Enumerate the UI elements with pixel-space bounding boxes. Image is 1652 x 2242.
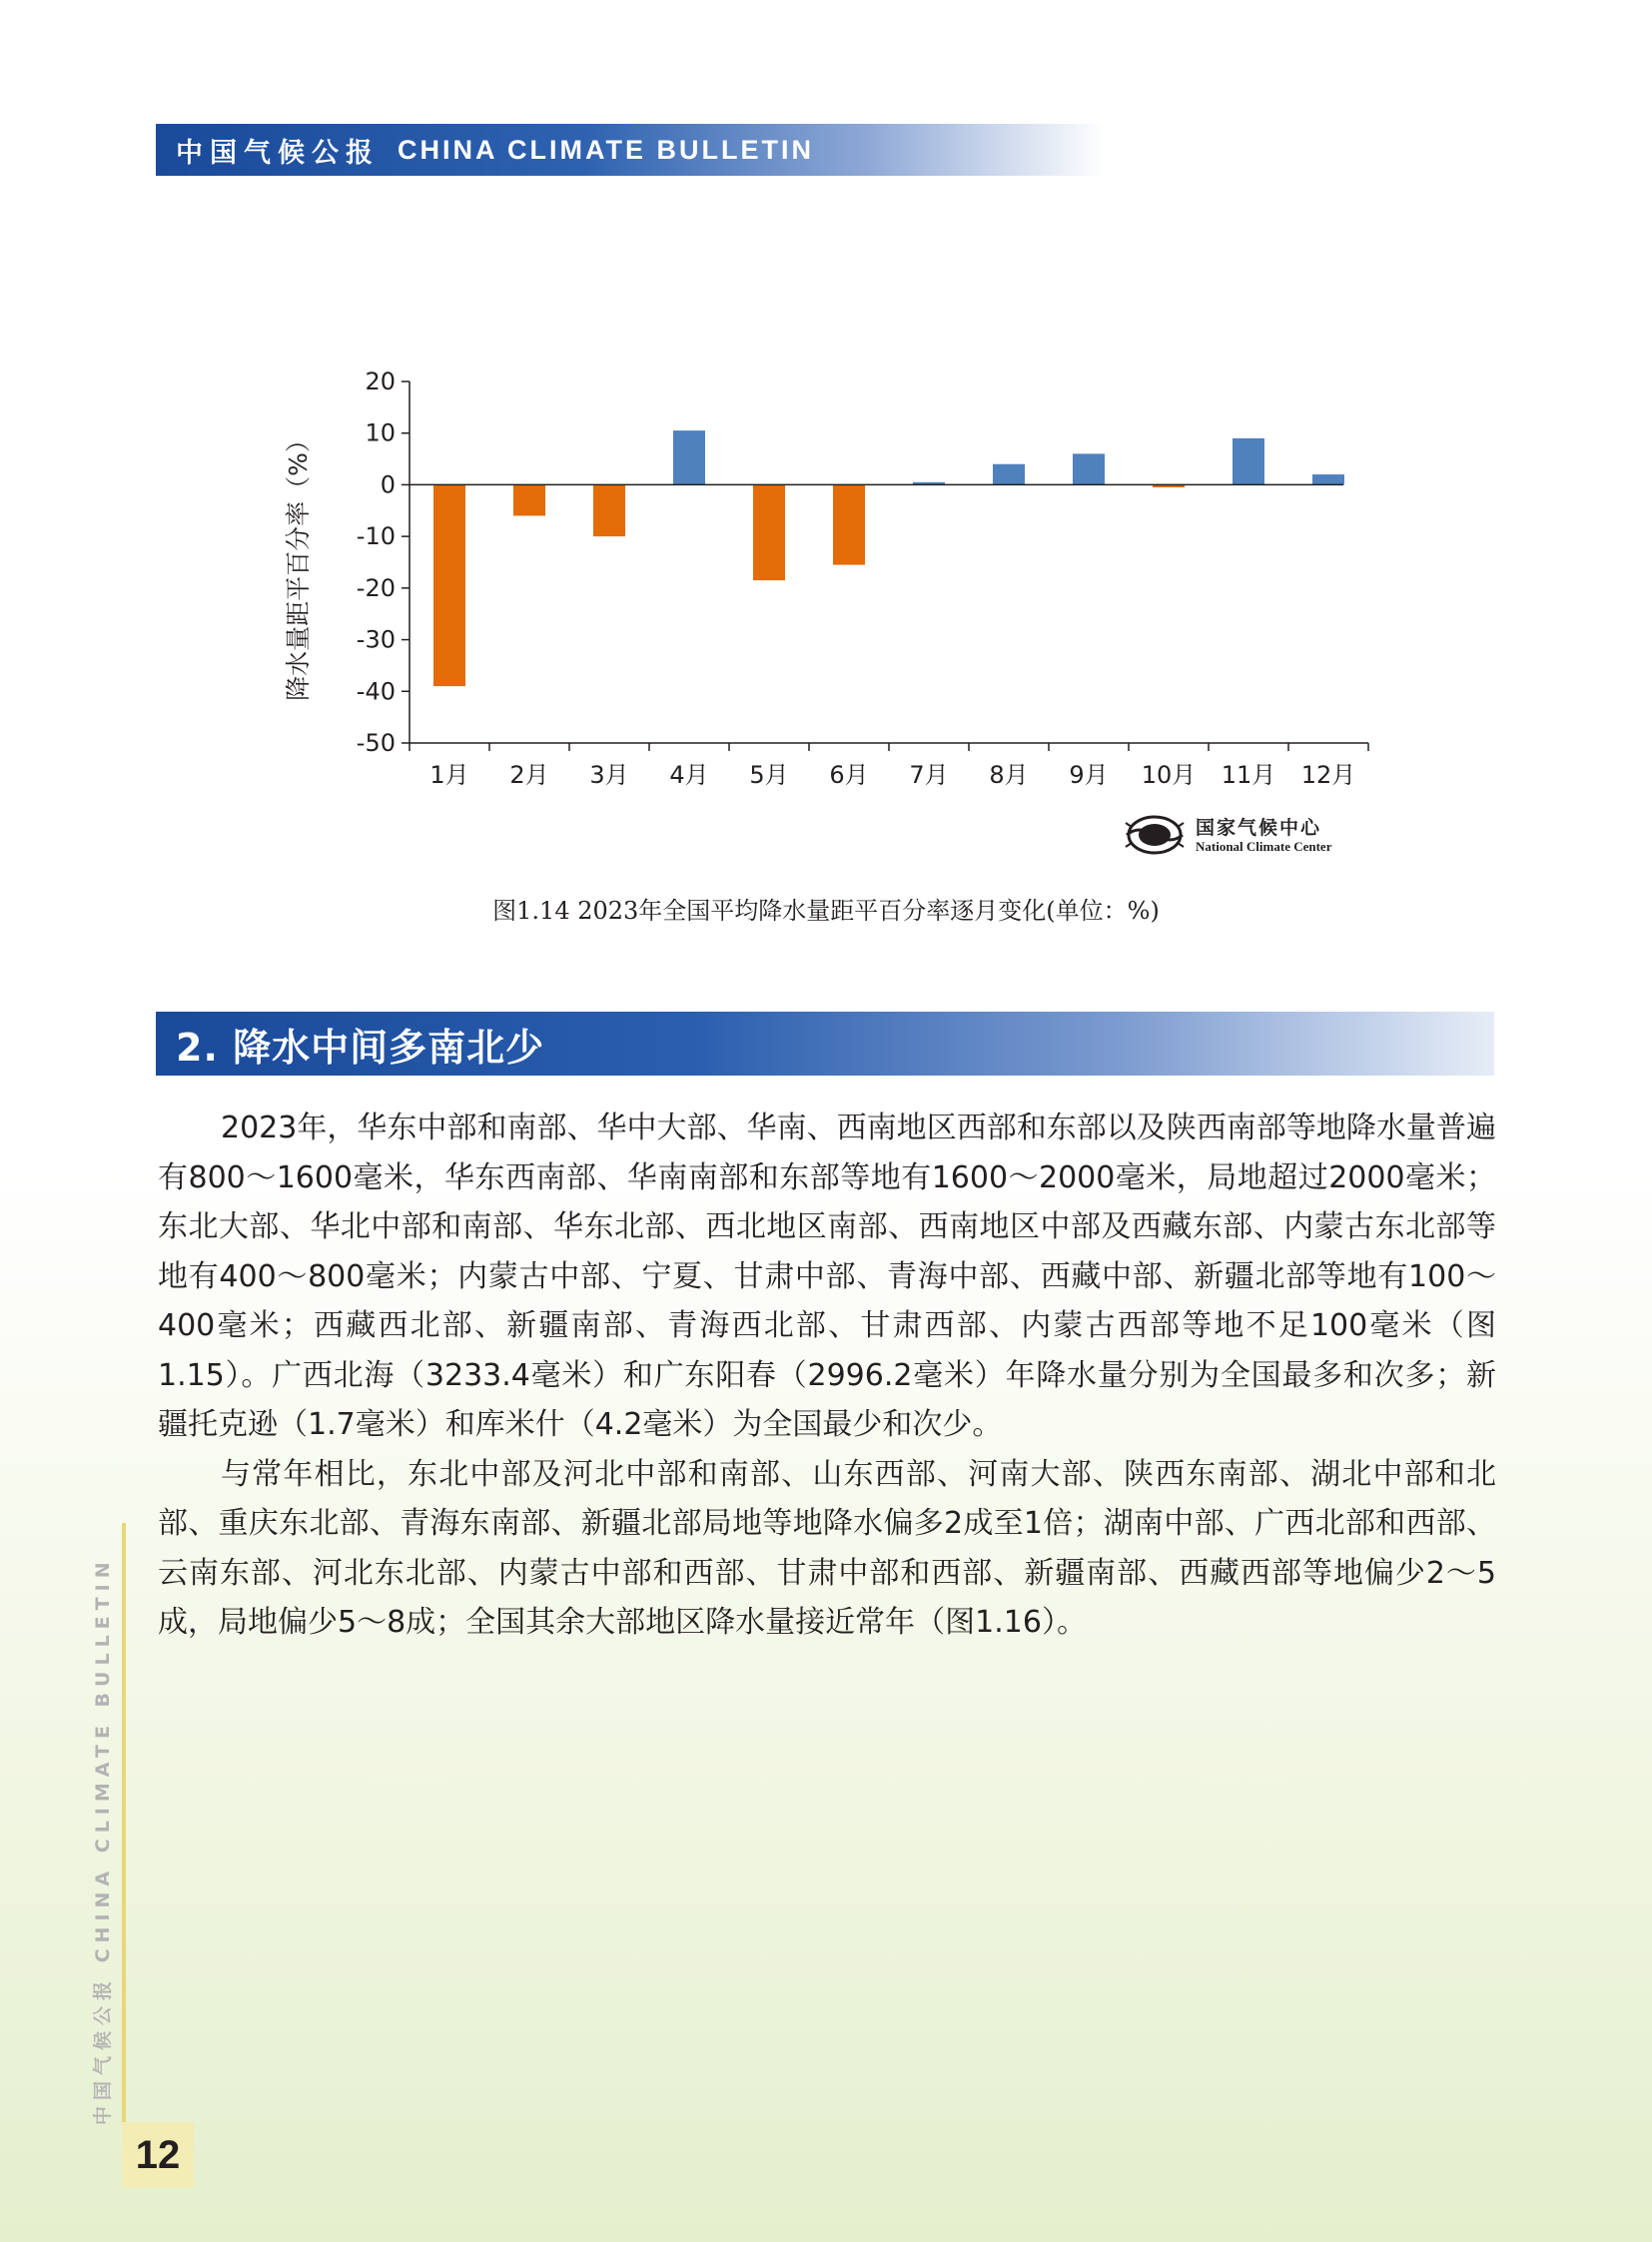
paragraph: 2023年，华东中部和南部、华中大部、华南、西南地区西部和东部以及陕西南部等地降水量普遍有800～1600毫米，华东西南部、华南南部和东部等地有1600～2000毫米，局地超过2000毫米；东北大部、华北中部和南部、华东北部、西北地区南部、西南地区中部及西藏东部、内蒙古东北部等地有400～800毫米；内蒙古中部、宁夏、甘肃中部、青海中部、西藏中部、新疆北部等地有100～400毫米；西藏西北部、新疆南部、青海西北部、甘肃西部、内蒙古西部等地不足100毫米（图1.15）。广西北海（3233.4毫米）和广东阳春（2996.2毫米）年降水量分别为全国最多和次多；新疆托克逊（1.7毫米）和库米什（4.2毫米）为全国最少和次少。 xyxy=(158,1111,1496,1442)
bar xyxy=(1073,453,1105,484)
section-title: 2. 降水中间多南北少 xyxy=(176,1025,545,1070)
x-tick-label: 12月 xyxy=(1300,761,1356,789)
body-text xyxy=(158,1104,1496,1648)
x-tick-label: 6月 xyxy=(829,761,869,789)
side-rule xyxy=(122,1523,126,2122)
bar xyxy=(593,484,625,536)
x-tick-label: 10月 xyxy=(1141,761,1197,789)
x-tick-label: 2月 xyxy=(509,761,549,789)
x-tick-label: 3月 xyxy=(589,761,629,789)
bar xyxy=(1233,438,1264,485)
ncc-logo xyxy=(1124,811,1353,861)
side-label: 中国气候公报 CHINA CLIMATE BULLETIN xyxy=(92,1556,114,2125)
ncc-logo-cn: 国家气候中心 xyxy=(1196,817,1322,839)
figure-caption: 图1.14 2023年全国平均降水量距平百分率逐月变化(单位：%) xyxy=(492,897,1160,925)
ncc-logo-en: National Climate Center xyxy=(1196,839,1332,854)
bar xyxy=(673,430,705,484)
page-number: 12 xyxy=(122,2122,194,2188)
x-tick-label: 8月 xyxy=(989,761,1029,789)
y-tick-label: -40 xyxy=(356,677,396,706)
bar xyxy=(753,484,785,580)
y-tick-label: 20 xyxy=(365,368,396,395)
header-bar xyxy=(156,124,1105,176)
bar xyxy=(513,484,545,515)
x-tick-label: 7月 xyxy=(909,761,949,789)
precip-anomaly-chart xyxy=(280,355,1398,874)
x-tick-label: 4月 xyxy=(669,761,709,789)
paragraph: 与常年相比，东北中部及河北中部和南部、山东西部、河南大部、陕西东南部、湖北中部和北部、重庆东北部、青海东南部、新疆北部局地等地降水偏多2成至1倍；湖南中部、广西北部和西部、云南东部、河北东北部、内蒙古中部和西部、甘肃中部和西部、新疆南部、西藏西部等地偏少2～5成，局地偏少5～8成；全国其余大部地区降水量接近常年（图1.16）。 xyxy=(158,1456,1496,1640)
header-title-cn: 中国气候公报 xyxy=(176,137,380,169)
section-header xyxy=(156,1012,1494,1076)
ncc-emblem-icon xyxy=(1124,813,1186,857)
y-tick-label: 0 xyxy=(380,470,396,499)
bar xyxy=(833,484,865,564)
x-tick-label: 1月 xyxy=(429,761,469,789)
y-tick-label: -50 xyxy=(356,729,396,757)
y-tick-label: -20 xyxy=(356,573,396,602)
x-tick-label: 5月 xyxy=(749,761,789,789)
y-tick-label: 10 xyxy=(365,418,396,447)
bar xyxy=(1312,474,1344,484)
bar xyxy=(993,464,1025,485)
header-title-en: CHINA CLIMATE BULLETIN xyxy=(398,134,814,165)
x-tick-label: 11月 xyxy=(1221,761,1276,789)
y-tick-label: -30 xyxy=(356,625,396,654)
bar xyxy=(433,484,465,686)
x-tick-label: 9月 xyxy=(1069,761,1109,789)
y-tick-label: -10 xyxy=(356,522,396,551)
chart-y-axis-label: 降水量距平百分率（%） xyxy=(284,427,313,701)
chart-svg xyxy=(280,355,1398,874)
